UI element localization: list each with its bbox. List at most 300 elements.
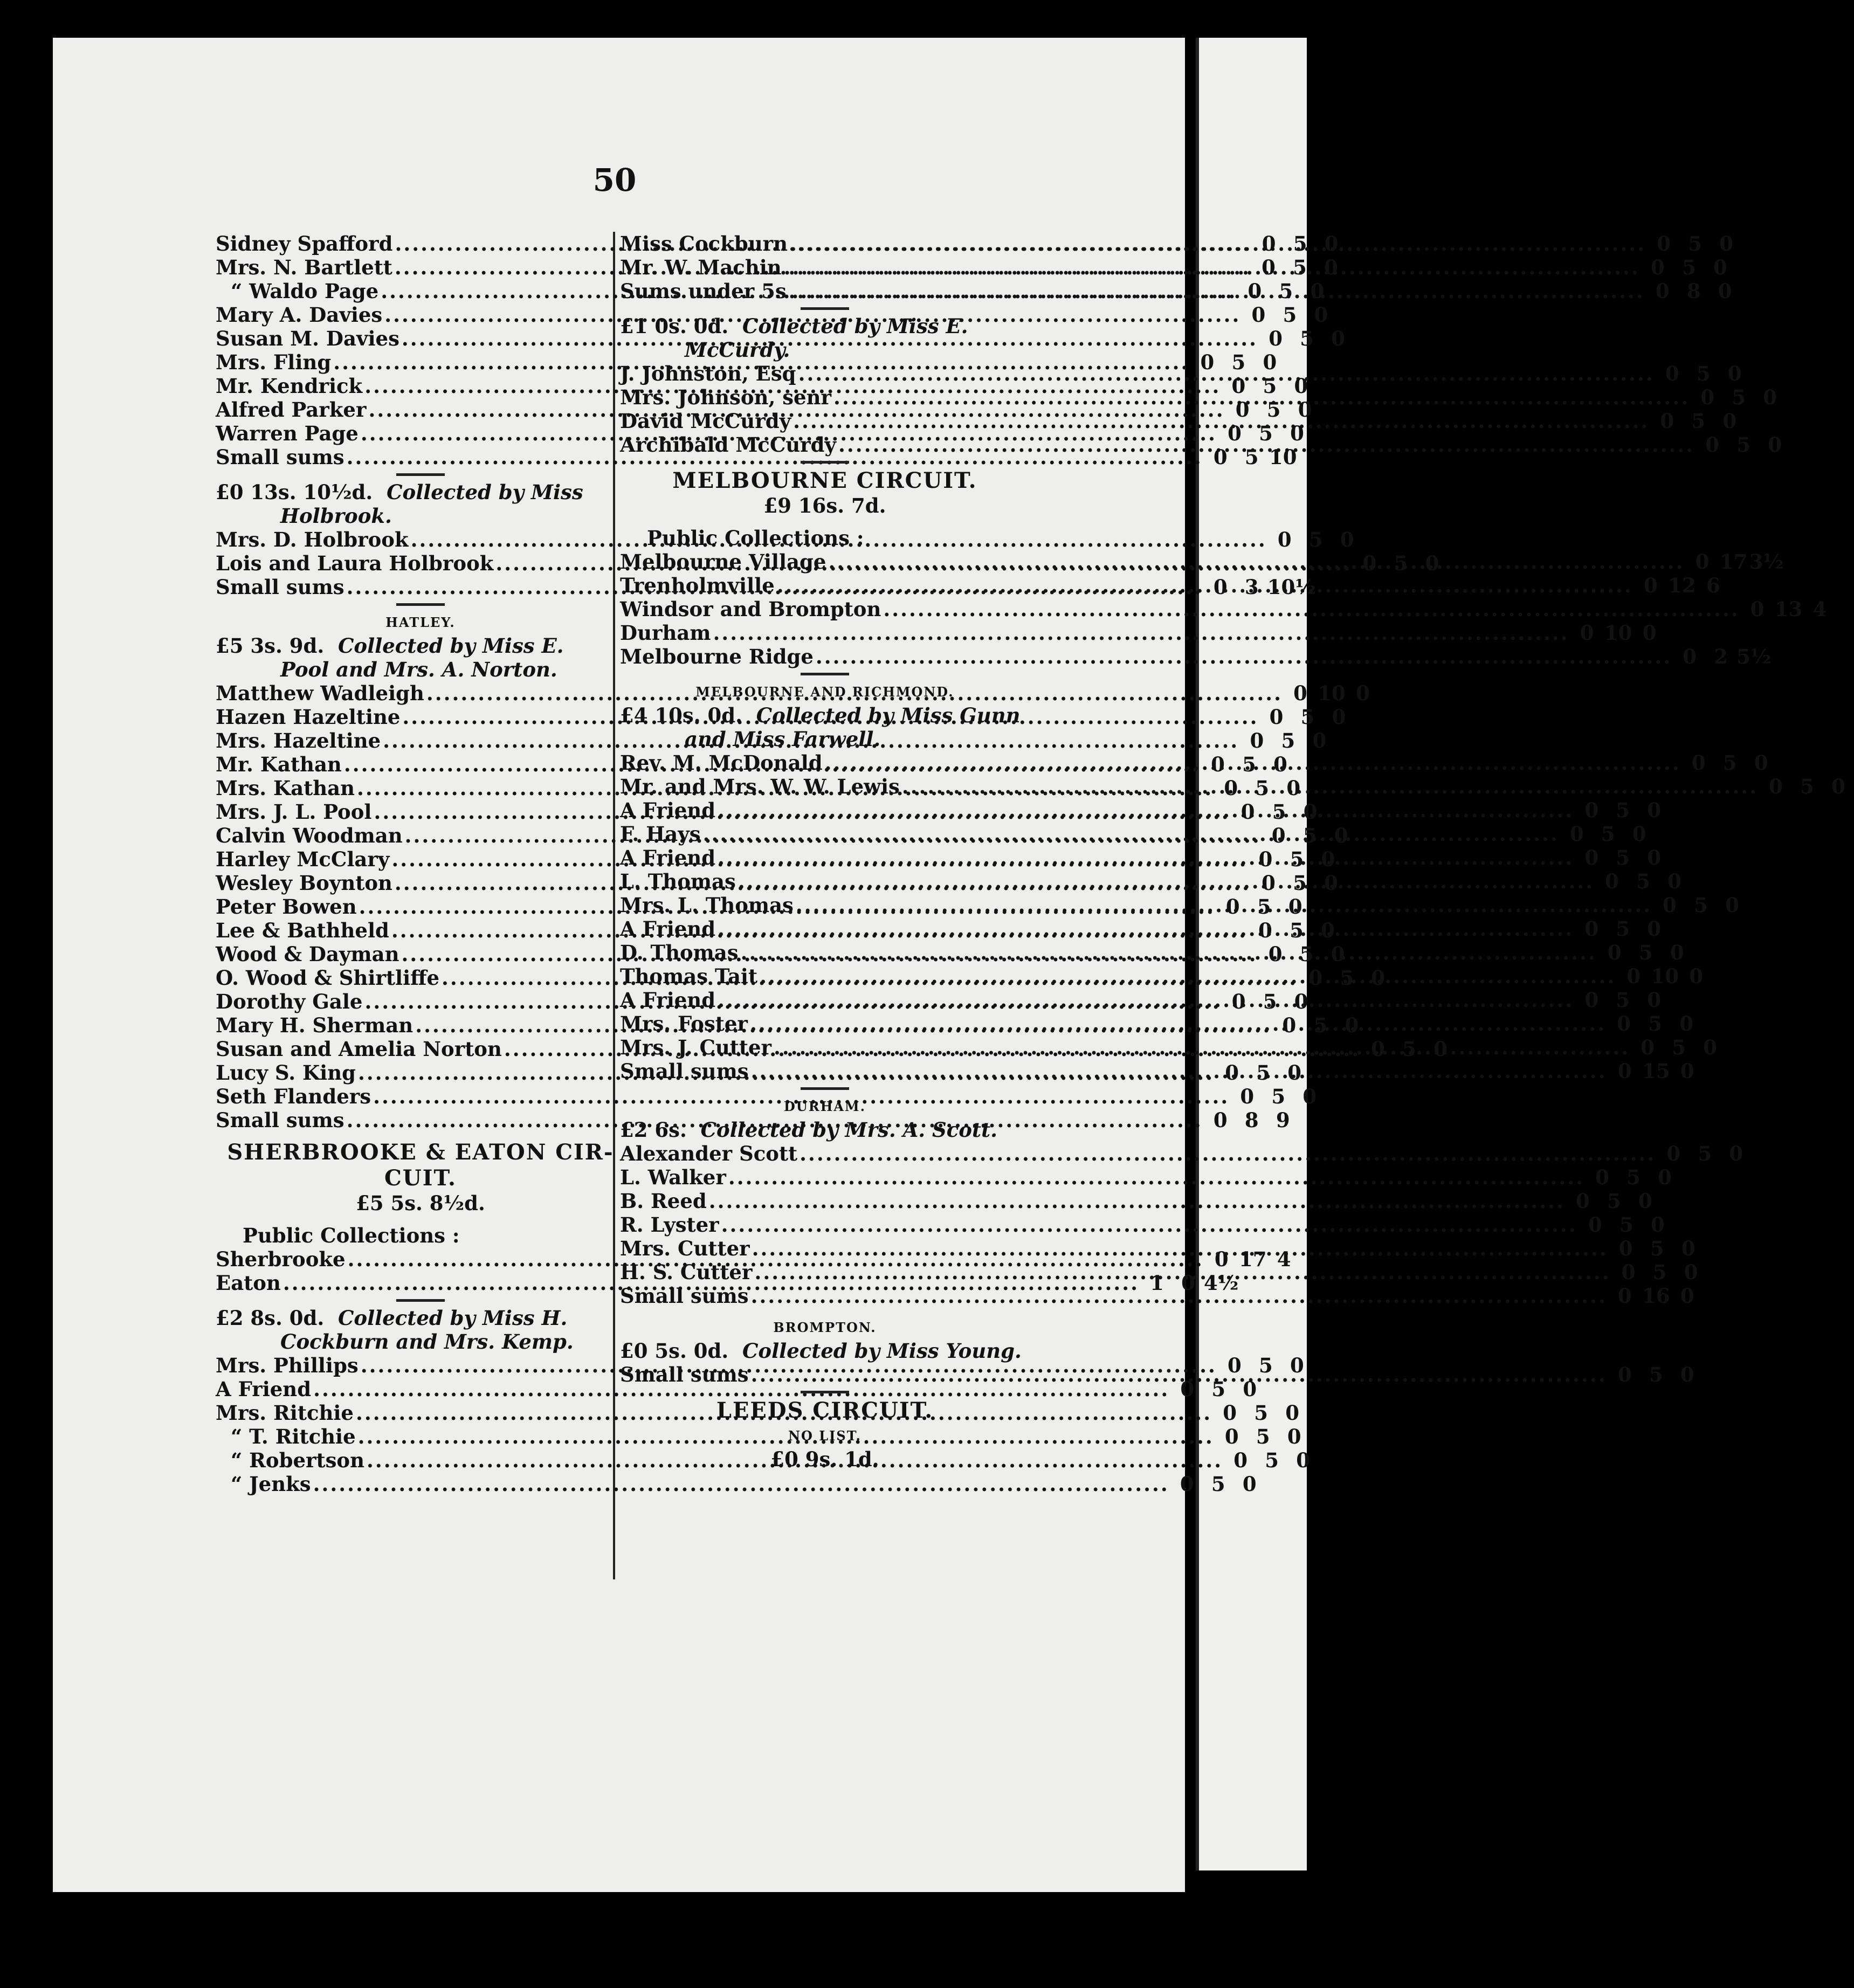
ledger-row — [620, 409, 1737, 433]
donor-name: Small sums — [216, 445, 344, 469]
pounds-value: 0 — [1618, 1237, 1633, 1260]
leader-dots — [741, 941, 1597, 964]
donor-name: Mr. and Mrs. W. W. Lewis — [620, 775, 900, 798]
leader-dots — [709, 1189, 1565, 1213]
ledger-row — [620, 1165, 1672, 1189]
donor-name: Rev. M. McDonald — [620, 751, 823, 775]
donor-name: “ Robertson — [231, 1448, 364, 1472]
pounds-value: 0 — [1626, 964, 1641, 988]
donor-name: L. Walker — [620, 1165, 726, 1189]
ledger-row — [620, 256, 1727, 279]
pounds-value: 0 — [1584, 988, 1599, 1012]
donor-name: A Friend — [620, 988, 716, 1012]
shillings-value: 5 — [1638, 941, 1653, 964]
public-collections-label: Public Collections : — [647, 526, 864, 550]
donor-name: Trenholmville — [620, 574, 775, 597]
circuit-title-cont: CUIT. — [384, 1165, 457, 1191]
leader-dots — [774, 1036, 1630, 1059]
shillings-value: 5 — [1300, 327, 1314, 350]
donor-name: Lois and Laura Holbrook — [216, 551, 494, 575]
pounds-value: 0 — [1691, 751, 1706, 775]
pounds-value: 0 — [1655, 279, 1670, 303]
pounds-value: 0 — [1227, 1354, 1242, 1377]
pence-value: 0 — [1340, 528, 1354, 551]
pounds-value: 0 — [1607, 941, 1622, 964]
pence-value: 4 — [1277, 1247, 1291, 1271]
pounds-value: 0 — [1224, 1425, 1239, 1448]
pounds-value: 0 — [1657, 232, 1671, 256]
donor-name: Sidney Spafford — [216, 232, 393, 256]
shillings-value: 10 — [1318, 681, 1346, 705]
donor-name: Durham — [620, 621, 711, 645]
shillings-value: 5 — [1281, 729, 1295, 753]
leader-dots — [833, 385, 1690, 409]
pence-value: 0 — [1242, 1472, 1257, 1496]
pence-value: 0 — [1285, 1401, 1299, 1425]
pounds-value: 0 — [1250, 729, 1264, 753]
shillings-value: 5 — [1688, 232, 1703, 256]
leader-dots — [703, 822, 1559, 846]
leader-dots — [793, 409, 1649, 433]
pounds-value: 0 — [1223, 1401, 1237, 1425]
pence-value: 0 — [1680, 1059, 1694, 1083]
donor-name: A Friend — [216, 1377, 312, 1401]
pounds-value: 0 — [1666, 1142, 1681, 1165]
pounds-value: 0 — [1750, 597, 1765, 621]
ledger-row — [620, 917, 1662, 941]
pence-value: 0 — [1433, 1037, 1448, 1061]
donor-name: Sherbrooke — [216, 1247, 346, 1271]
rule — [801, 1391, 849, 1393]
leader-dots — [790, 232, 1646, 256]
pounds-value: 0 — [1211, 753, 1225, 776]
shillings-value: 5 — [1299, 942, 1314, 966]
shillings-value: 5 — [1616, 846, 1630, 869]
pounds-value: 0 — [1268, 942, 1283, 966]
donor-name: Mrs. Johnson, senr — [620, 385, 831, 409]
ledger-row — [620, 1012, 1693, 1036]
pounds-value: 0 — [1224, 776, 1238, 800]
donor-name: Mrs. Cutter — [620, 1237, 750, 1260]
donor-name: Mr. Kendrick — [216, 374, 363, 398]
pounds-value: 0 — [1251, 303, 1266, 327]
pence-value: 0 — [1334, 824, 1348, 847]
shillings-value: 5 — [1257, 895, 1271, 919]
pence-value: 0 — [1681, 1237, 1696, 1260]
pounds-value: 0 — [1617, 1059, 1632, 1083]
ledger-row — [620, 1284, 1694, 1308]
pounds-value: 0 — [1584, 846, 1599, 869]
shillings-value: 5 — [1231, 350, 1246, 374]
leader-dots — [713, 621, 1569, 645]
donor-name: Mrs. Ritchie — [216, 1401, 354, 1425]
shillings-value: 5 — [1211, 1377, 1226, 1401]
ledger-row — [620, 964, 1704, 988]
leader-dots — [760, 964, 1616, 988]
shillings-value: 5 — [1636, 869, 1650, 893]
rule — [396, 603, 445, 606]
donor-name: Harley McClary — [216, 847, 390, 871]
ledger-row — [620, 751, 1768, 775]
donor-name: Mrs. Foster — [620, 1012, 748, 1036]
shillings-value: 8 — [1244, 1108, 1259, 1132]
ledger-row — [620, 893, 1739, 917]
pounds-value: 0 — [1262, 256, 1276, 279]
shillings-value: 5 — [1402, 1037, 1416, 1061]
pence-value: 0 — [1294, 374, 1308, 398]
shillings-value: 5 — [1736, 433, 1751, 457]
pounds-value: 0 — [1595, 1165, 1609, 1189]
donor-name: Mrs. Phillips — [216, 1354, 359, 1377]
pounds-value: 0 — [1225, 1061, 1239, 1085]
donor-name: Sums under 5s — [620, 279, 787, 303]
pence-value: 0 — [1331, 327, 1345, 350]
leader-dots — [816, 645, 1672, 668]
donor-name: Small sums — [620, 1284, 749, 1308]
donor-name: Miss Cockburn — [620, 232, 788, 256]
leader-dots — [750, 1012, 1606, 1036]
donor-name: Warren Page — [216, 422, 359, 445]
leader-dots — [728, 1165, 1584, 1189]
shillings-value: 5 — [1279, 279, 1293, 303]
pounds-value: 0 — [1695, 550, 1710, 574]
donor-name: Peter Bowen — [216, 895, 357, 919]
subscription-heading: £4 10s. 0d. Collected by Miss Gunn — [620, 703, 1021, 727]
pence-value: 0 — [1680, 1284, 1694, 1308]
pence-value: 0 — [1290, 1354, 1304, 1377]
donor-name: L. Thomas — [620, 869, 736, 893]
shillings-value: 5 — [1244, 445, 1259, 469]
subscription-heading: £5 3s. 9d. Collected by Miss E. — [216, 634, 564, 658]
pounds-value: 0 — [1617, 1363, 1632, 1386]
pounds-value: 0 — [1621, 1260, 1636, 1284]
shillings-value: 5 — [1626, 1165, 1641, 1189]
donor-name: Wood & Dayman — [216, 942, 399, 966]
pence-value: 0 — [1684, 1260, 1698, 1284]
donor-name: Mrs. Fling — [216, 350, 332, 374]
leader-dots — [752, 1237, 1608, 1260]
pounds-value: 0 — [1240, 1085, 1255, 1108]
donor-name: Mrs. J. Cutter — [620, 1036, 772, 1059]
pounds-value: 0 — [1660, 409, 1674, 433]
shillings-value: 5 — [1293, 256, 1307, 279]
shillings-value: 5 — [1340, 966, 1354, 990]
leader-dots — [751, 1284, 1607, 1308]
pence-value: 0 — [1331, 942, 1345, 966]
donor-name: B. Reed — [620, 1189, 707, 1213]
pence-value: 0 — [1345, 1013, 1359, 1037]
pence-value: 0 — [1324, 871, 1338, 895]
pounds-value: 0 — [1233, 1448, 1248, 1472]
shillings-value: 2 — [1714, 645, 1728, 668]
donor-name: Dorothy Gale — [216, 990, 363, 1013]
rule — [396, 473, 445, 476]
leader-dots — [902, 775, 1758, 798]
donor-name: R. Lyster — [620, 1213, 719, 1237]
pounds-value: 0 — [1665, 362, 1679, 385]
shillings-value: 5 — [1394, 551, 1408, 575]
pounds-value: 0 — [1248, 279, 1262, 303]
shillings-value: 5 — [1293, 871, 1307, 895]
pence-value: 3½ — [1749, 550, 1784, 574]
ledger-row — [620, 988, 1662, 1012]
pence-value: 0 — [1290, 422, 1304, 445]
pence-value: 0 — [1703, 1036, 1718, 1059]
shillings-value: 12 — [1668, 574, 1696, 597]
shillings-value: 5 — [1616, 798, 1630, 822]
public-collections-label: Public Collections : — [243, 1224, 460, 1247]
pounds-value: 0 — [1231, 374, 1246, 398]
donor-name: Small sums — [216, 575, 344, 599]
shillings-value: 5 — [1263, 374, 1277, 398]
leader-dots — [313, 1472, 1169, 1496]
pounds-value: 0 — [1617, 1012, 1631, 1036]
ledger-row — [620, 1036, 1718, 1059]
ledger-row — [216, 1377, 1257, 1401]
circuit-total: £0 9s. 1d. — [770, 1447, 879, 1471]
ledger-row — [620, 822, 1646, 846]
circuit-total: £9 16s. 7d. — [763, 494, 886, 517]
pence-value: 10½ — [1267, 575, 1316, 599]
leader-dots — [784, 256, 1640, 279]
pounds-value: 0 — [1569, 822, 1584, 846]
pounds-value: 0 — [1213, 445, 1228, 469]
shillings-value: 5 — [1652, 1260, 1667, 1284]
shillings-value: 16 — [1642, 1284, 1670, 1308]
pence-value: 0 — [1298, 398, 1312, 422]
section-title: BROMPTON. — [773, 1320, 877, 1335]
pence-value: 0 — [1719, 232, 1734, 256]
donor-name: Eaton — [216, 1271, 281, 1295]
shillings-value: 13 — [1774, 597, 1803, 621]
pounds-value: 0 — [1362, 551, 1377, 575]
leader-dots — [883, 597, 1739, 621]
donor-name: O. Wood & Shirtliffe — [216, 966, 440, 990]
donor-name: Alexander Scott — [620, 1142, 798, 1165]
shillings-value: 5 — [1263, 990, 1277, 1013]
pounds-value: 0 — [1705, 433, 1720, 457]
donor-name: Lee & Bathheld — [216, 919, 389, 942]
pence-value: 4½ — [1204, 1271, 1239, 1295]
leader-dots — [828, 550, 1684, 574]
pounds-value: 0 — [1240, 800, 1255, 824]
pence-value: 0 — [1680, 1363, 1694, 1386]
leader-dots — [777, 574, 1633, 597]
ledger-row — [620, 1142, 1743, 1165]
pounds-value: 0 — [1576, 1189, 1590, 1213]
donor-name: D. Thomas — [620, 941, 739, 964]
shillings-value: 5 — [1266, 398, 1281, 422]
pence-value: 0 — [1243, 1377, 1257, 1401]
donor-name: Melbourne Village — [620, 550, 826, 574]
shillings-value: 5 — [1648, 1012, 1662, 1036]
donor-name: A Friend — [620, 798, 716, 822]
pence-value: 0 — [1288, 895, 1302, 919]
shillings-value: 17 — [1238, 1247, 1267, 1271]
shillings-value: 0 — [1181, 1271, 1195, 1295]
shillings-value: 5 — [1696, 362, 1711, 385]
donor-name: Windsor and Brompton — [620, 597, 881, 621]
donor-name: Seth Flanders — [216, 1085, 371, 1108]
shillings-value: 5 — [1255, 776, 1270, 800]
pounds-value: 0 — [1588, 1213, 1602, 1237]
donor-name: Calvin Woodman — [216, 824, 403, 847]
shillings-value: 5 — [1256, 1061, 1270, 1085]
shillings-value: 5 — [1300, 705, 1315, 729]
pounds-value: 0 — [1371, 1037, 1385, 1061]
richmond-list — [620, 751, 1845, 1083]
donor-name: Melbourne Ridge — [620, 645, 814, 668]
pence-value: 0 — [1287, 1061, 1301, 1085]
pounds-value: 0 — [1282, 1013, 1297, 1037]
pounds-value: 0 — [1650, 256, 1665, 279]
pence-value: 9 — [1276, 1108, 1290, 1132]
pounds-value: 0 — [1180, 1472, 1194, 1496]
shillings-value: 5 — [1271, 1085, 1286, 1108]
donor-name: Thomas Tait — [620, 964, 758, 988]
pence-value: 0 — [1679, 1012, 1693, 1036]
brompton-list — [620, 1363, 1694, 1386]
shillings-value: 5 — [1691, 409, 1706, 433]
ledger-row — [620, 1189, 1652, 1213]
pence-value: 10 — [1269, 445, 1297, 469]
subscription-heading: £2 6s. Collected by Mrs. A. Scott. — [620, 1118, 998, 1142]
section-title: DURHAM. — [784, 1099, 866, 1114]
donor-name: Small sums — [620, 1059, 749, 1083]
pounds-value: 0 — [1700, 385, 1714, 409]
shillings-value: 5 — [1308, 528, 1323, 551]
donor-name: Mary A. Davies — [216, 303, 383, 327]
pence-value: 0 — [1321, 847, 1335, 871]
shillings-value: 5 — [1302, 824, 1317, 847]
no-list-note: NO LIST. — [788, 1428, 861, 1444]
shillings-value: 5 — [1283, 303, 1297, 327]
shillings-value: 3 — [1244, 575, 1259, 599]
donor-name: Matthew Wadleigh — [216, 681, 424, 705]
donor-name: “ Jenks — [231, 1472, 311, 1496]
rule — [396, 1299, 445, 1302]
ledger-row — [620, 1059, 1694, 1083]
shillings-value: 10 — [1651, 964, 1679, 988]
pence-value: 0 — [1658, 1165, 1672, 1189]
pence-value: 0 — [1642, 621, 1657, 645]
pounds-value: 0 — [1683, 645, 1697, 668]
pence-value: 0 — [1324, 232, 1339, 256]
donor-name: H. S. Cutter — [620, 1260, 753, 1284]
pounds-value: 0 — [1663, 893, 1677, 917]
shillings-value: 5 — [1313, 1013, 1328, 1037]
ledger-row — [620, 385, 1777, 409]
donor-name: Mrs. N. Bartlett — [216, 256, 392, 279]
shillings-value: 5 — [1258, 1354, 1273, 1377]
pence-value: 0 — [1303, 800, 1318, 824]
leader-dots — [789, 279, 1645, 303]
pence-value: 0 — [1722, 409, 1737, 433]
ledger-row — [620, 869, 1681, 893]
shillings-value: 5 — [1211, 1472, 1225, 1496]
ledger-row — [620, 941, 1684, 964]
leader-dots — [718, 988, 1574, 1012]
pence-value: 0 — [1725, 893, 1739, 917]
leader-dots — [751, 1363, 1607, 1386]
pounds-value: 0 — [1258, 847, 1273, 871]
donor-name: Susan and Amelia Norton — [216, 1037, 502, 1061]
rule — [801, 673, 849, 675]
pounds-value: 0 — [1228, 422, 1242, 445]
ledger-row — [620, 645, 1772, 668]
pounds-value: 0 — [1293, 681, 1307, 705]
pence-value: 0 — [1312, 729, 1327, 753]
pence-value: 6 — [1706, 574, 1720, 597]
pence-value: 0 — [1286, 776, 1301, 800]
pounds-value: 0 — [1271, 824, 1286, 847]
shillings-value: 5 — [1672, 1036, 1686, 1059]
pence-value: 0 — [1632, 822, 1646, 846]
leader-dots — [718, 846, 1574, 869]
subscription-heading: £1 0s. 0d. Collected by Miss E. — [620, 314, 968, 338]
pounds-value: 0 — [1235, 398, 1250, 422]
leader-dots — [754, 1260, 1610, 1284]
pence-value: 0 — [1647, 988, 1662, 1012]
ledger-row — [620, 232, 1734, 256]
shillings-value: 5 — [1256, 1425, 1270, 1448]
pence-value: 0 — [1324, 256, 1338, 279]
shillings-value: 5 — [1616, 988, 1630, 1012]
donor-name: Mrs. Hazeltine — [216, 729, 381, 753]
donor-name: Mrs. D. Holbrook — [216, 528, 409, 551]
pence-value: 0 — [1302, 1085, 1317, 1108]
pence-value: 0 — [1647, 798, 1662, 822]
pounds-value: 0 — [1580, 621, 1594, 645]
subscription-heading: £2 8s. 0d. Collected by Miss H. — [216, 1306, 568, 1330]
donor-name: Small sums — [620, 1363, 749, 1386]
circuit-title: MELBOURNE CIRCUIT. — [672, 468, 977, 493]
pounds-value: 0 — [1200, 350, 1215, 374]
pounds-value: 0 — [1269, 705, 1284, 729]
shillings-value: 5 — [1649, 1363, 1663, 1386]
leader-dots — [838, 433, 1694, 457]
circuit-total: £5 5s. 8½d. — [356, 1191, 485, 1215]
donor-name: Mary H. Sherman — [216, 1013, 413, 1037]
shillings-value: 5 — [1242, 753, 1256, 776]
donor-name: “ Waldo Page — [231, 279, 379, 303]
pounds-value: 0 — [1180, 1377, 1195, 1401]
donor-name: A Friend — [620, 917, 716, 941]
pounds-value: 0 — [1308, 966, 1323, 990]
pounds-value: 0 — [1584, 798, 1599, 822]
donor-name: J. Johnston, Esq — [620, 362, 796, 385]
pence-value: 0 — [1650, 1213, 1665, 1237]
collector-names: and Miss Farwell. — [685, 727, 881, 751]
collector-names: Holbrook. — [280, 504, 392, 528]
leader-dots — [721, 1213, 1577, 1237]
subscription-heading: £0 5s. 0d. Collected by Miss Young. — [620, 1339, 1022, 1363]
leader-dots — [825, 751, 1681, 775]
donor-name: Mr. Kathan — [216, 753, 342, 776]
pounds-value: 0 — [1277, 528, 1292, 551]
pounds-value: 0 — [1214, 1247, 1229, 1271]
pounds-value: 0 — [1644, 574, 1658, 597]
donor-name: Mr. W. Machin — [620, 256, 782, 279]
shillings-value: 5 — [1293, 232, 1307, 256]
donor-name: “ T. Ritchie — [231, 1425, 356, 1448]
shillings-value: 5 — [1698, 1142, 1712, 1165]
circuit-title: LEEDS CIRCUIT. — [716, 1398, 934, 1423]
pounds-value: 0 — [1641, 1036, 1655, 1059]
pence-value: 0 — [1727, 362, 1742, 385]
leader-dots — [800, 1142, 1656, 1165]
pence-value: 0 — [1356, 681, 1370, 705]
